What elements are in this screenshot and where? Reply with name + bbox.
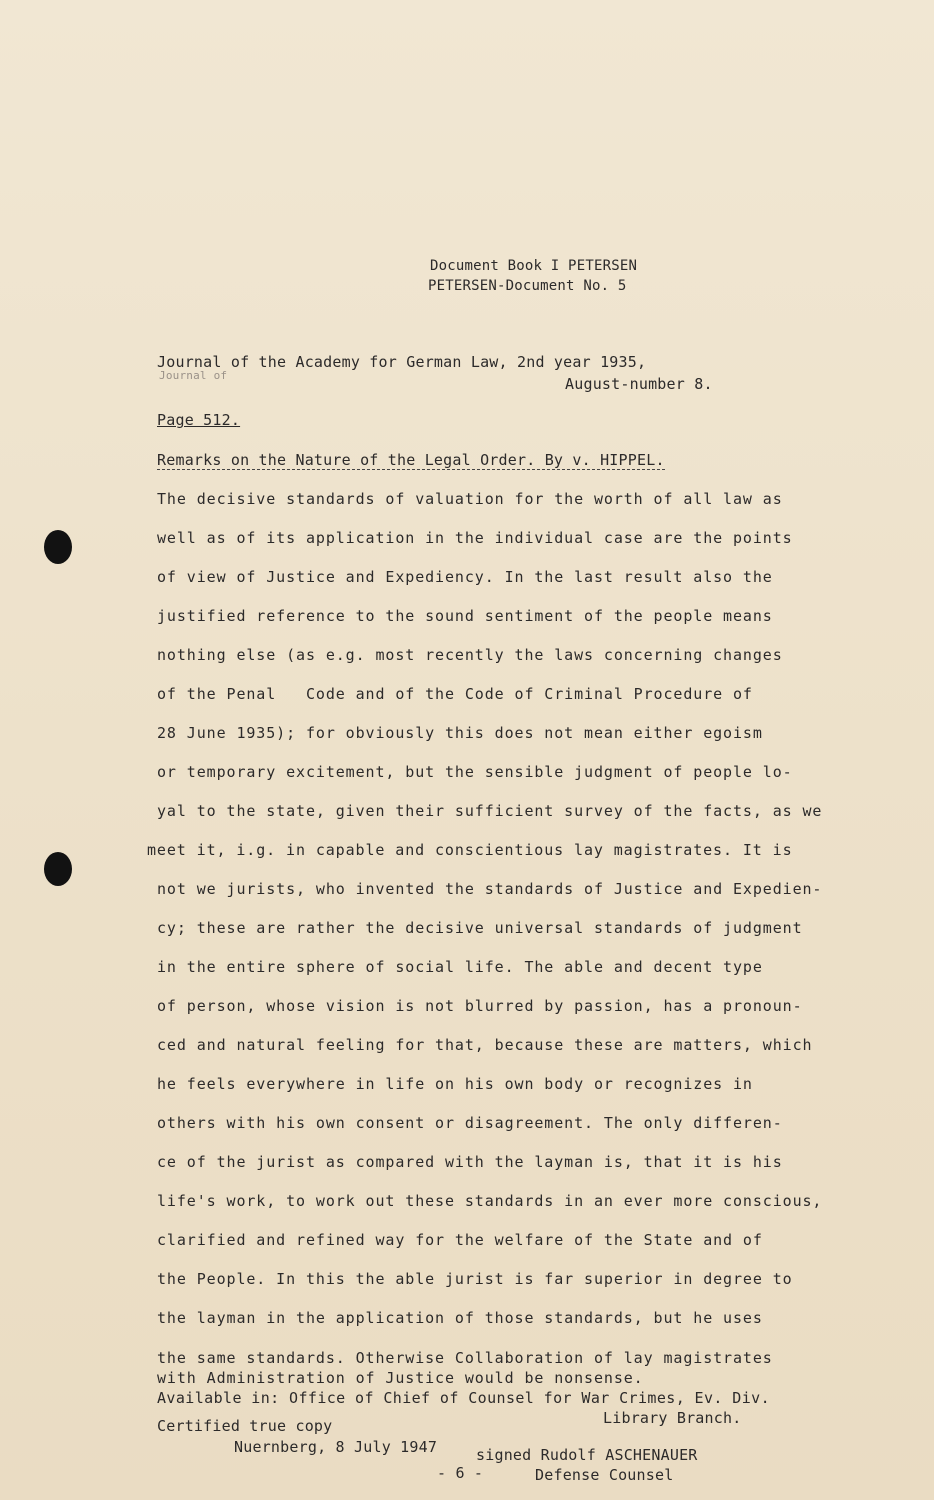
library-branch: Library Branch. [603, 1409, 742, 1427]
body-line: the layman in the application of those standards, but he uses [157, 1309, 763, 1327]
journal-issue: August-number 8. [565, 375, 713, 393]
body-line: justified reference to the sound sentiment of the people means [157, 607, 773, 625]
faint-overstrike-text: Journal of [159, 369, 228, 382]
body-line: or temporary excitement, but the sensible judgment of people lo- [157, 763, 793, 781]
body-line: in the entire sphere of social life. The able and decent type [157, 958, 763, 976]
body-line: 28 June 1935); for obviously this does not mean either egoism [157, 724, 763, 742]
body-line: The decisive standards of valuation for the worth of all law as [157, 490, 783, 508]
body-line: ced and natural feeling for that, because these are matters, which [157, 1036, 813, 1054]
certification: Certified true copy [157, 1417, 333, 1435]
body-line: clarified and refined way for the welfare of the State and of [157, 1231, 763, 1249]
body-line: others with his own consent or disagreement. The only differen- [157, 1114, 783, 1132]
body-line: life's work, to work out these standards in an ever more conscious, [157, 1192, 823, 1210]
page-reference: Page 512. [157, 411, 241, 429]
body-line: he feels everywhere in life on his own body or recognizes in [157, 1075, 753, 1093]
body-line: cy; these are rather the decisive universal standards of judgment [157, 919, 803, 937]
document-number-label: PETERSEN-Document No. 5 [428, 278, 627, 294]
place-date: Nuernberg, 8 July 1947 [234, 1438, 438, 1456]
body-line: of view of Justice and Expediency. In the last result also the [157, 568, 773, 586]
article-title: Remarks on the Nature of the Legal Order. By v. HIPPEL. [157, 451, 665, 469]
signature-line: signed Rudolf ASCHENAUER [476, 1446, 698, 1464]
body-line: the same standards. Otherwise Collaboration of lay magistrates [157, 1349, 773, 1367]
body-line: the People. In this the able jurist is far superior in degree to [157, 1270, 793, 1288]
body-line: yal to the state, given their sufficient survey of the facts, as we [157, 802, 823, 820]
journal-citation: Journal of the Academy for German Law, 2nd year 1935, [157, 353, 647, 371]
punch-hole [44, 852, 72, 886]
signer-role: Defense Counsel [535, 1466, 674, 1484]
body-line: with Administration of Justice would be nonsense. [157, 1369, 644, 1387]
body-line: meet it, i.g. in capable and conscientious lay magistrates. It is [147, 841, 793, 859]
body-line: of the Penal Code and of the Code of Criminal Procedure of [157, 685, 753, 703]
body-line: ce of the jurist as compared with the layman is, that it is his [157, 1153, 783, 1171]
body-line: not we jurists, who invented the standards of Justice and Expedien- [157, 880, 823, 898]
punch-hole [44, 530, 72, 564]
body-line: well as of its application in the individual case are the points [157, 529, 793, 547]
body-line: of person, whose vision is not blurred by passion, has a pronoun- [157, 997, 803, 1015]
page-number: - 6 - [437, 1464, 484, 1482]
document-book-label: Document Book I PETERSEN [430, 258, 638, 274]
availability-note: Available in: Office of Chief of Counsel for War Crimes, Ev. Div. [157, 1389, 770, 1407]
body-line: nothing else (as e.g. most recently the laws concerning changes [157, 646, 783, 664]
